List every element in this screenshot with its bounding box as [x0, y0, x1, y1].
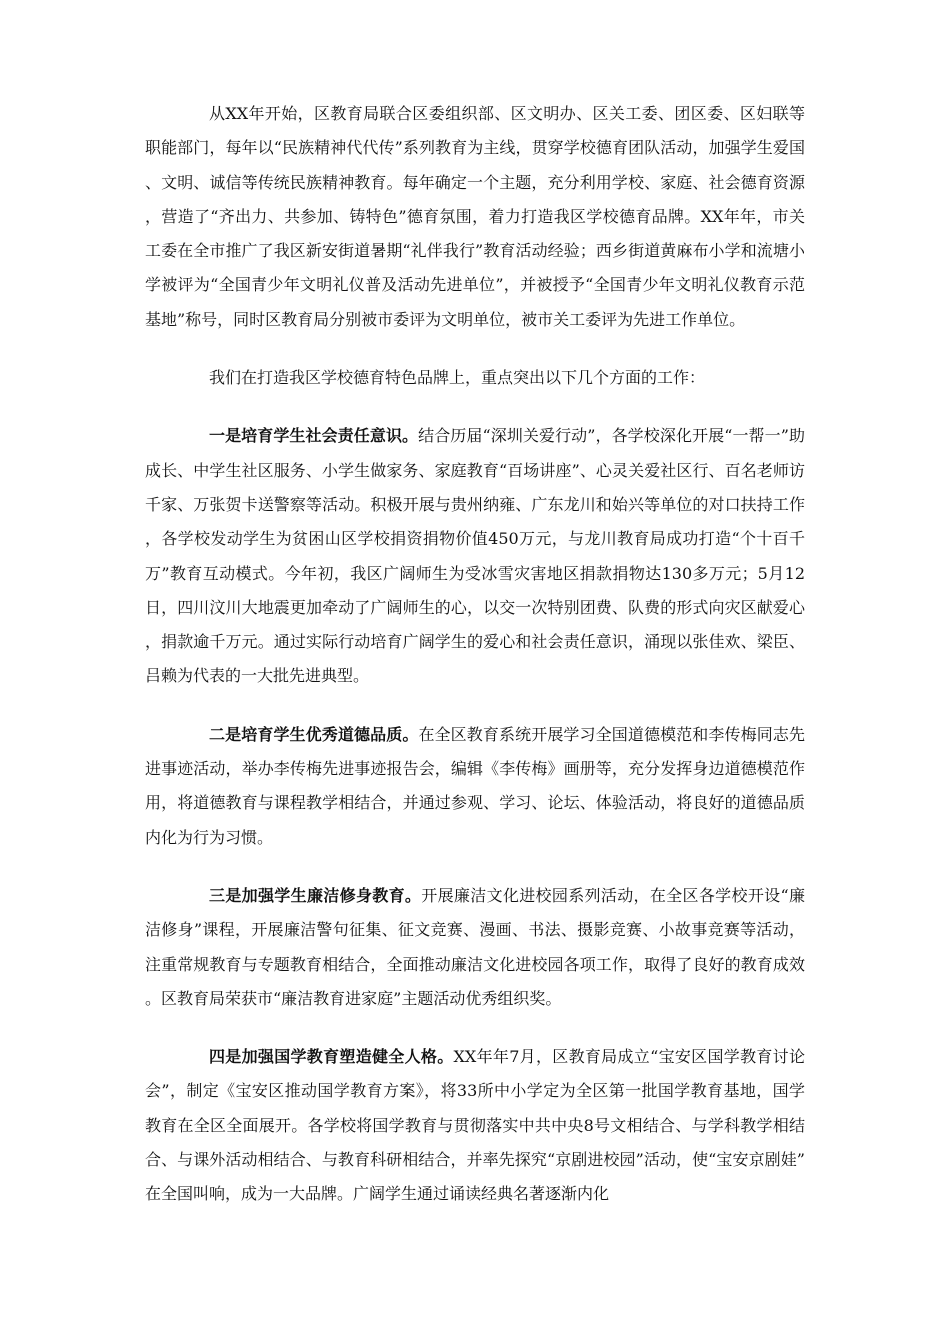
paragraph-lead: 二是培育学生优秀道德品质。 [209, 724, 419, 744]
paragraph-text: 从XX年开始，区教育局联合区委组织部、区文明办、区关工委、团区委、区妇联等职能部门，每年以“民族精神代代传”系列教育为主线，贯穿学校德育团队活动，加强学生爱国、文明、诚信等传统民族精神教育。每年确定一个主题，充分利用学校、家庭、社会德育资源，营造了“齐出力、共参加、铸特色”德育氛围，着力打造我区学校德育品牌。XX年年，市关工委在全市推广了我区新安街道暑期“礼伴我行”教育活动经验；西乡街道黄麻布小学和流塘小学被评为“全国青少年文明礼仪普及活动先进单位”，并被授予“全国青少年文明礼仪教育示范基地”称号，同时区教育局分别被市委评为文明单位，被市关工委评为先进工作单位。 [145, 104, 805, 329]
paragraph-lead: 四是加强国学教育塑造健全人格。 [209, 1047, 454, 1067]
paragraph-text: XX年年7月，区教育局成立“宝安区国学教育讨论会”，制定《宝安区推动国学教育方案》，将33所中小学定为全区第一批国学教育基地，国学教育在全区全面展开。各学校将国学教育与贯彻落实中共中央8号文相结合、与学科教学相结合、与课外活动相结合、与教育科研相结合，并率先探究“京剧进校园”活动，使“宝安京剧娃”在全国叫响，成为一大品牌。广阔学生通过诵读经典名著逐渐内化 [145, 1047, 805, 1204]
paragraph-moral-quality [145, 718, 805, 855]
paragraph-sinology-education [145, 1040, 805, 1211]
paragraph-text: 开展廉洁文化进校园系列活动，在全区各学校开设“廉洁修身”课程，开展廉洁警句征集、征文竞赛、漫画、书法、摄影竞赛、小故事竞赛等活动，注重常规教育与专题教育相结合，全面推动廉洁文化进校园各项工作，取得了良好的教育成效。区教育局荣获市“廉洁教育进家庭”主题活动优秀组织奖。 [145, 885, 805, 1008]
paragraph-lead: 三是加强学生廉洁修身教育。 [209, 885, 422, 905]
paragraph-text: 在全区教育系统开展学习全国道德模范和李传梅同志先进事迹活动，举办李传梅先进事迹报告会，编辑《李传梅》画册等，充分发挥身边道德模范作用，将道德教育与课程教学相结合，并通过参观、学习、论坛、体验活动，将良好的道德品质内化为行为习惯。 [145, 724, 805, 847]
paragraph-integrity-education [145, 879, 805, 1016]
paragraph-text: 结合历届“深圳关爱行动”，各学校深化开展“一帮一”助成长、中学生社区服务、小学生做家务、家庭教育“百场讲座”、心灵关爱社区行、百名老师访千家、万张贺卡送警察等活动。积极开展与贵州纳雍、广东龙川和始兴等单位的对口扶持工作，各学校发动学生为贫困山区学校捐资捐物价值450万元，与龙川教育局成功打造“个十百千万”教育互动模式。今年初，我区广阔师生为受冰雪灾害地区捐款捐物达130多万元；5月12日，四川汶川大地震更加牵动了广阔师生的心，以交一次特别团费、队费的形式向灾区献爱心，捐款逾千万元。通过实际行动培育广阔学生的爱心和社会责任意识，涌现以张佳欢、梁臣、吕赖为代表的一大批先进典型。 [145, 426, 805, 686]
paragraph-overview [145, 361, 805, 395]
paragraph-social-responsibility [145, 419, 805, 693]
paragraph-intro [145, 97, 805, 337]
document-body [145, 97, 805, 1236]
paragraph-text: 我们在打造我区学校德育特色品牌上，重点突出以下几个方面的工作： [209, 368, 706, 388]
paragraph-lead: 一是培育学生社会责任意识。 [209, 426, 419, 446]
